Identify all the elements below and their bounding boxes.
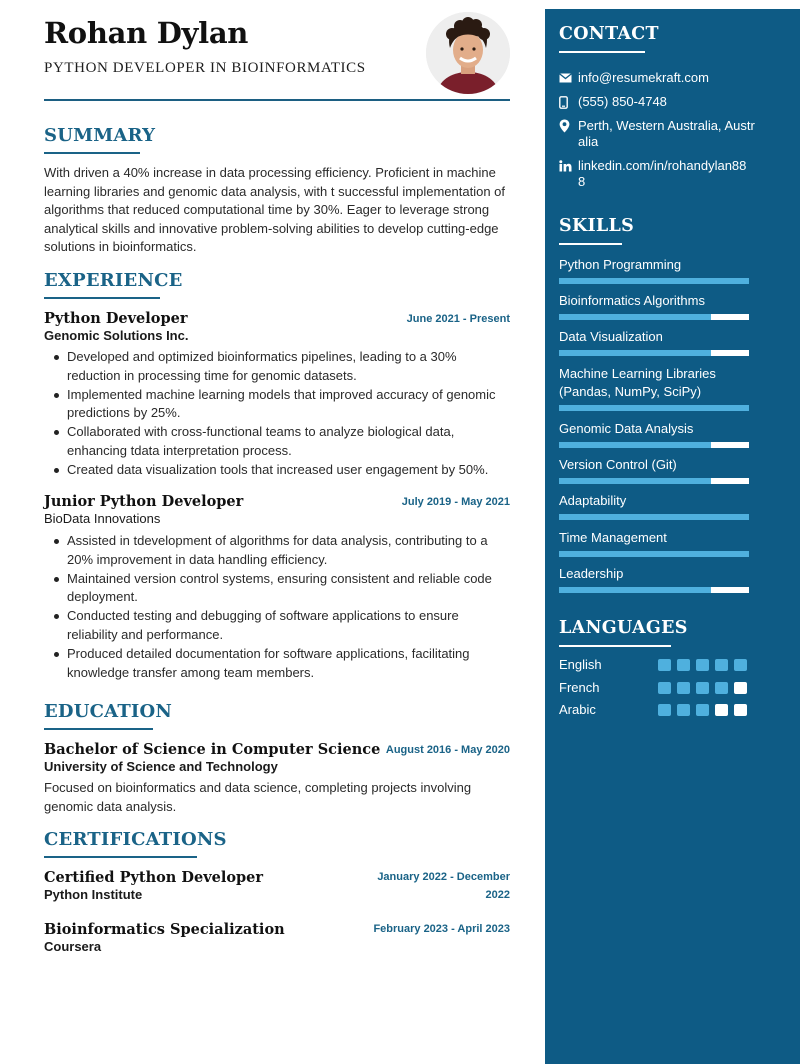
skill-item [559, 365, 749, 411]
skill-label: Adaptability [559, 493, 627, 508]
contact-location-text: Perth, Western Australia, Australia [578, 118, 755, 149]
summary-underline [44, 152, 140, 154]
job-bullets [52, 348, 510, 480]
language-level-dots [658, 682, 747, 694]
language-item [559, 702, 749, 718]
summary-heading: SUMMARY [44, 125, 156, 146]
skill-level-bar [559, 587, 749, 593]
list-item: Collaborated with cross-functional teams to analyze biological data, enhancing tdata interpretation process. [52, 423, 510, 461]
languages-heading: LANGUAGES [559, 618, 688, 638]
language-item [559, 680, 749, 696]
certification-date: February 2023 - April 2023 [373, 923, 510, 935]
certification-name: Bioinformatics Specialization [44, 921, 285, 938]
language-level-dot [696, 704, 709, 716]
skill-level-fill [559, 350, 711, 356]
skill-label: Time Management [559, 530, 667, 545]
language-level-dot [658, 659, 671, 671]
skill-label: Machine Learning Libraries (Pandas, NumPy, SciPy) [559, 366, 716, 399]
skills-heading: SKILLS [559, 216, 635, 236]
profile-photo [426, 12, 510, 94]
language-level-dots [658, 659, 747, 671]
language-level-dots [658, 704, 747, 716]
candidate-name: Rohan Dylan [44, 16, 249, 50]
envelope-icon [559, 70, 578, 86]
language-level-dot [696, 659, 709, 671]
skill-level-fill [559, 314, 711, 320]
education-underline [44, 728, 153, 730]
job-company: Genomic Solutions Inc. [44, 328, 189, 343]
candidate-role: PYTHON DEVELOPER IN BIOINFORMATICS [44, 60, 366, 76]
certification-name: Certified Python Developer [44, 869, 264, 886]
skill-item [559, 420, 749, 448]
contact-location [559, 118, 759, 150]
certification-issuer: Python Institute [44, 887, 143, 902]
job-title: Junior Python Developer [44, 493, 244, 510]
language-item [559, 657, 749, 673]
job-date: June 2021 - Present [406, 313, 510, 325]
job-date: July 2019 - May 2021 [401, 496, 510, 508]
language-level-dot [658, 682, 671, 694]
language-level-dot [658, 704, 671, 716]
skill-level-bar [559, 551, 749, 557]
contact-underline [559, 51, 645, 53]
language-level-dot [734, 704, 747, 716]
language-level-dot [677, 704, 690, 716]
skill-item [559, 492, 749, 520]
language-level-dot [677, 682, 690, 694]
skill-label: Leadership [559, 566, 624, 581]
list-item: Created data visualization tools that increased user engagement by 50%. [52, 461, 510, 480]
language-level-dot [715, 704, 728, 716]
experience-underline [44, 297, 160, 299]
skill-level-bar [559, 278, 749, 284]
language-level-dot [734, 659, 747, 671]
skill-level-bar [559, 478, 749, 484]
contact-linkedin-text: linkedin.com/in/rohandylan888 [578, 158, 747, 189]
certification-date: January 2022 - December [377, 871, 510, 883]
language-level-dot [715, 682, 728, 694]
list-item: Conducted testing and debugging of software applications to ensure reliability and performance. [52, 607, 510, 645]
language-label: Arabic [559, 702, 596, 717]
language-label: French [559, 680, 600, 695]
skill-label: Bioinformatics Algorithms [559, 293, 705, 308]
skill-label: Version Control (Git) [559, 457, 677, 472]
list-item: Produced detailed documentation for software applications, facilitating knowledge transfer among team members. [52, 645, 510, 683]
experience-heading: EXPERIENCE [44, 270, 183, 291]
job-bullets [52, 532, 510, 682]
certification-date-continued: 2022 [485, 889, 510, 901]
degree-title: Bachelor of Science in Computer Science [44, 741, 381, 758]
skill-level-fill [559, 514, 749, 520]
list-item: Developed and optimized bioinformatics pipelines, leading to a 30% reduction in processing time for genomic datasets. [52, 348, 510, 386]
list-item: Assisted in tdevelopment of algorithms for data analysis, contributing to a 20% improvement in data handling efficiency. [52, 532, 510, 570]
skill-item [559, 565, 749, 593]
language-level-dot [696, 682, 709, 694]
language-level-dot [677, 659, 690, 671]
skill-level-fill [559, 478, 711, 484]
language-level-dot [715, 659, 728, 671]
phone-icon [559, 94, 578, 110]
skill-item [559, 456, 749, 484]
school-name: University of Science and Technology [44, 759, 278, 774]
skill-level-fill [559, 587, 711, 593]
job-company: BioData Innovations [44, 511, 161, 526]
contact-email[interactable] [559, 70, 759, 86]
certifications-heading: CERTIFICATIONS [44, 829, 227, 850]
education-date: August 2016 - May 2020 [385, 744, 510, 756]
languages-underline [559, 645, 671, 647]
avatar-illustration-icon [426, 12, 510, 94]
certification-issuer: Coursera [44, 939, 102, 954]
skill-level-bar [559, 405, 749, 411]
contact-phone[interactable] [559, 94, 759, 110]
education-heading: EDUCATION [44, 701, 173, 722]
skill-level-bar [559, 514, 749, 520]
contact-email-text: info@resumekraft.com [578, 70, 709, 85]
skill-item [559, 256, 749, 284]
skill-level-bar [559, 350, 749, 356]
contact-phone-text: (555) 850-4748 [578, 94, 667, 109]
certifications-underline [44, 856, 197, 858]
skill-item [559, 328, 749, 356]
education-description: Focused on bioinformatics and data science, completing projects involving genomic data analysis. [44, 780, 472, 814]
skill-item [559, 292, 749, 320]
summary-text: With driven a 40% increase in data processing efficiency. Proficient in machine learning libraries and genomic data analysis, with t successful implementation of algorithms that reduced computational time by 30%. Eager to leverage strong analytical skills and innovative problem-solving abilities to develop cutting-edge solutions in bioinformatics. [44, 165, 506, 255]
map-pin-icon [559, 118, 578, 134]
contact-linkedin[interactable] [559, 158, 759, 190]
skills-underline [559, 243, 622, 245]
skill-label: Genomic Data Analysis [559, 421, 694, 436]
contact-heading: CONTACT [559, 24, 659, 44]
skill-level-fill [559, 278, 749, 284]
list-item: Implemented machine learning models that improved accuracy of genomic predictions by 25%. [52, 386, 510, 424]
skill-level-bar [559, 314, 749, 320]
skill-level-bar [559, 442, 749, 448]
linkedin-icon [559, 158, 578, 174]
skill-label: Python Programming [559, 257, 682, 272]
language-label: English [559, 657, 602, 672]
skill-level-fill [559, 551, 749, 557]
language-level-dot [734, 682, 747, 694]
job-title: Python Developer [44, 310, 188, 327]
skill-level-fill [559, 442, 711, 448]
skill-level-fill [559, 405, 749, 411]
list-item: Maintained version control systems, ensuring consistent and reliable code deployment. [52, 570, 510, 608]
skill-label: Data Visualization [559, 329, 663, 344]
skill-item [559, 529, 749, 557]
header-divider [44, 99, 510, 101]
